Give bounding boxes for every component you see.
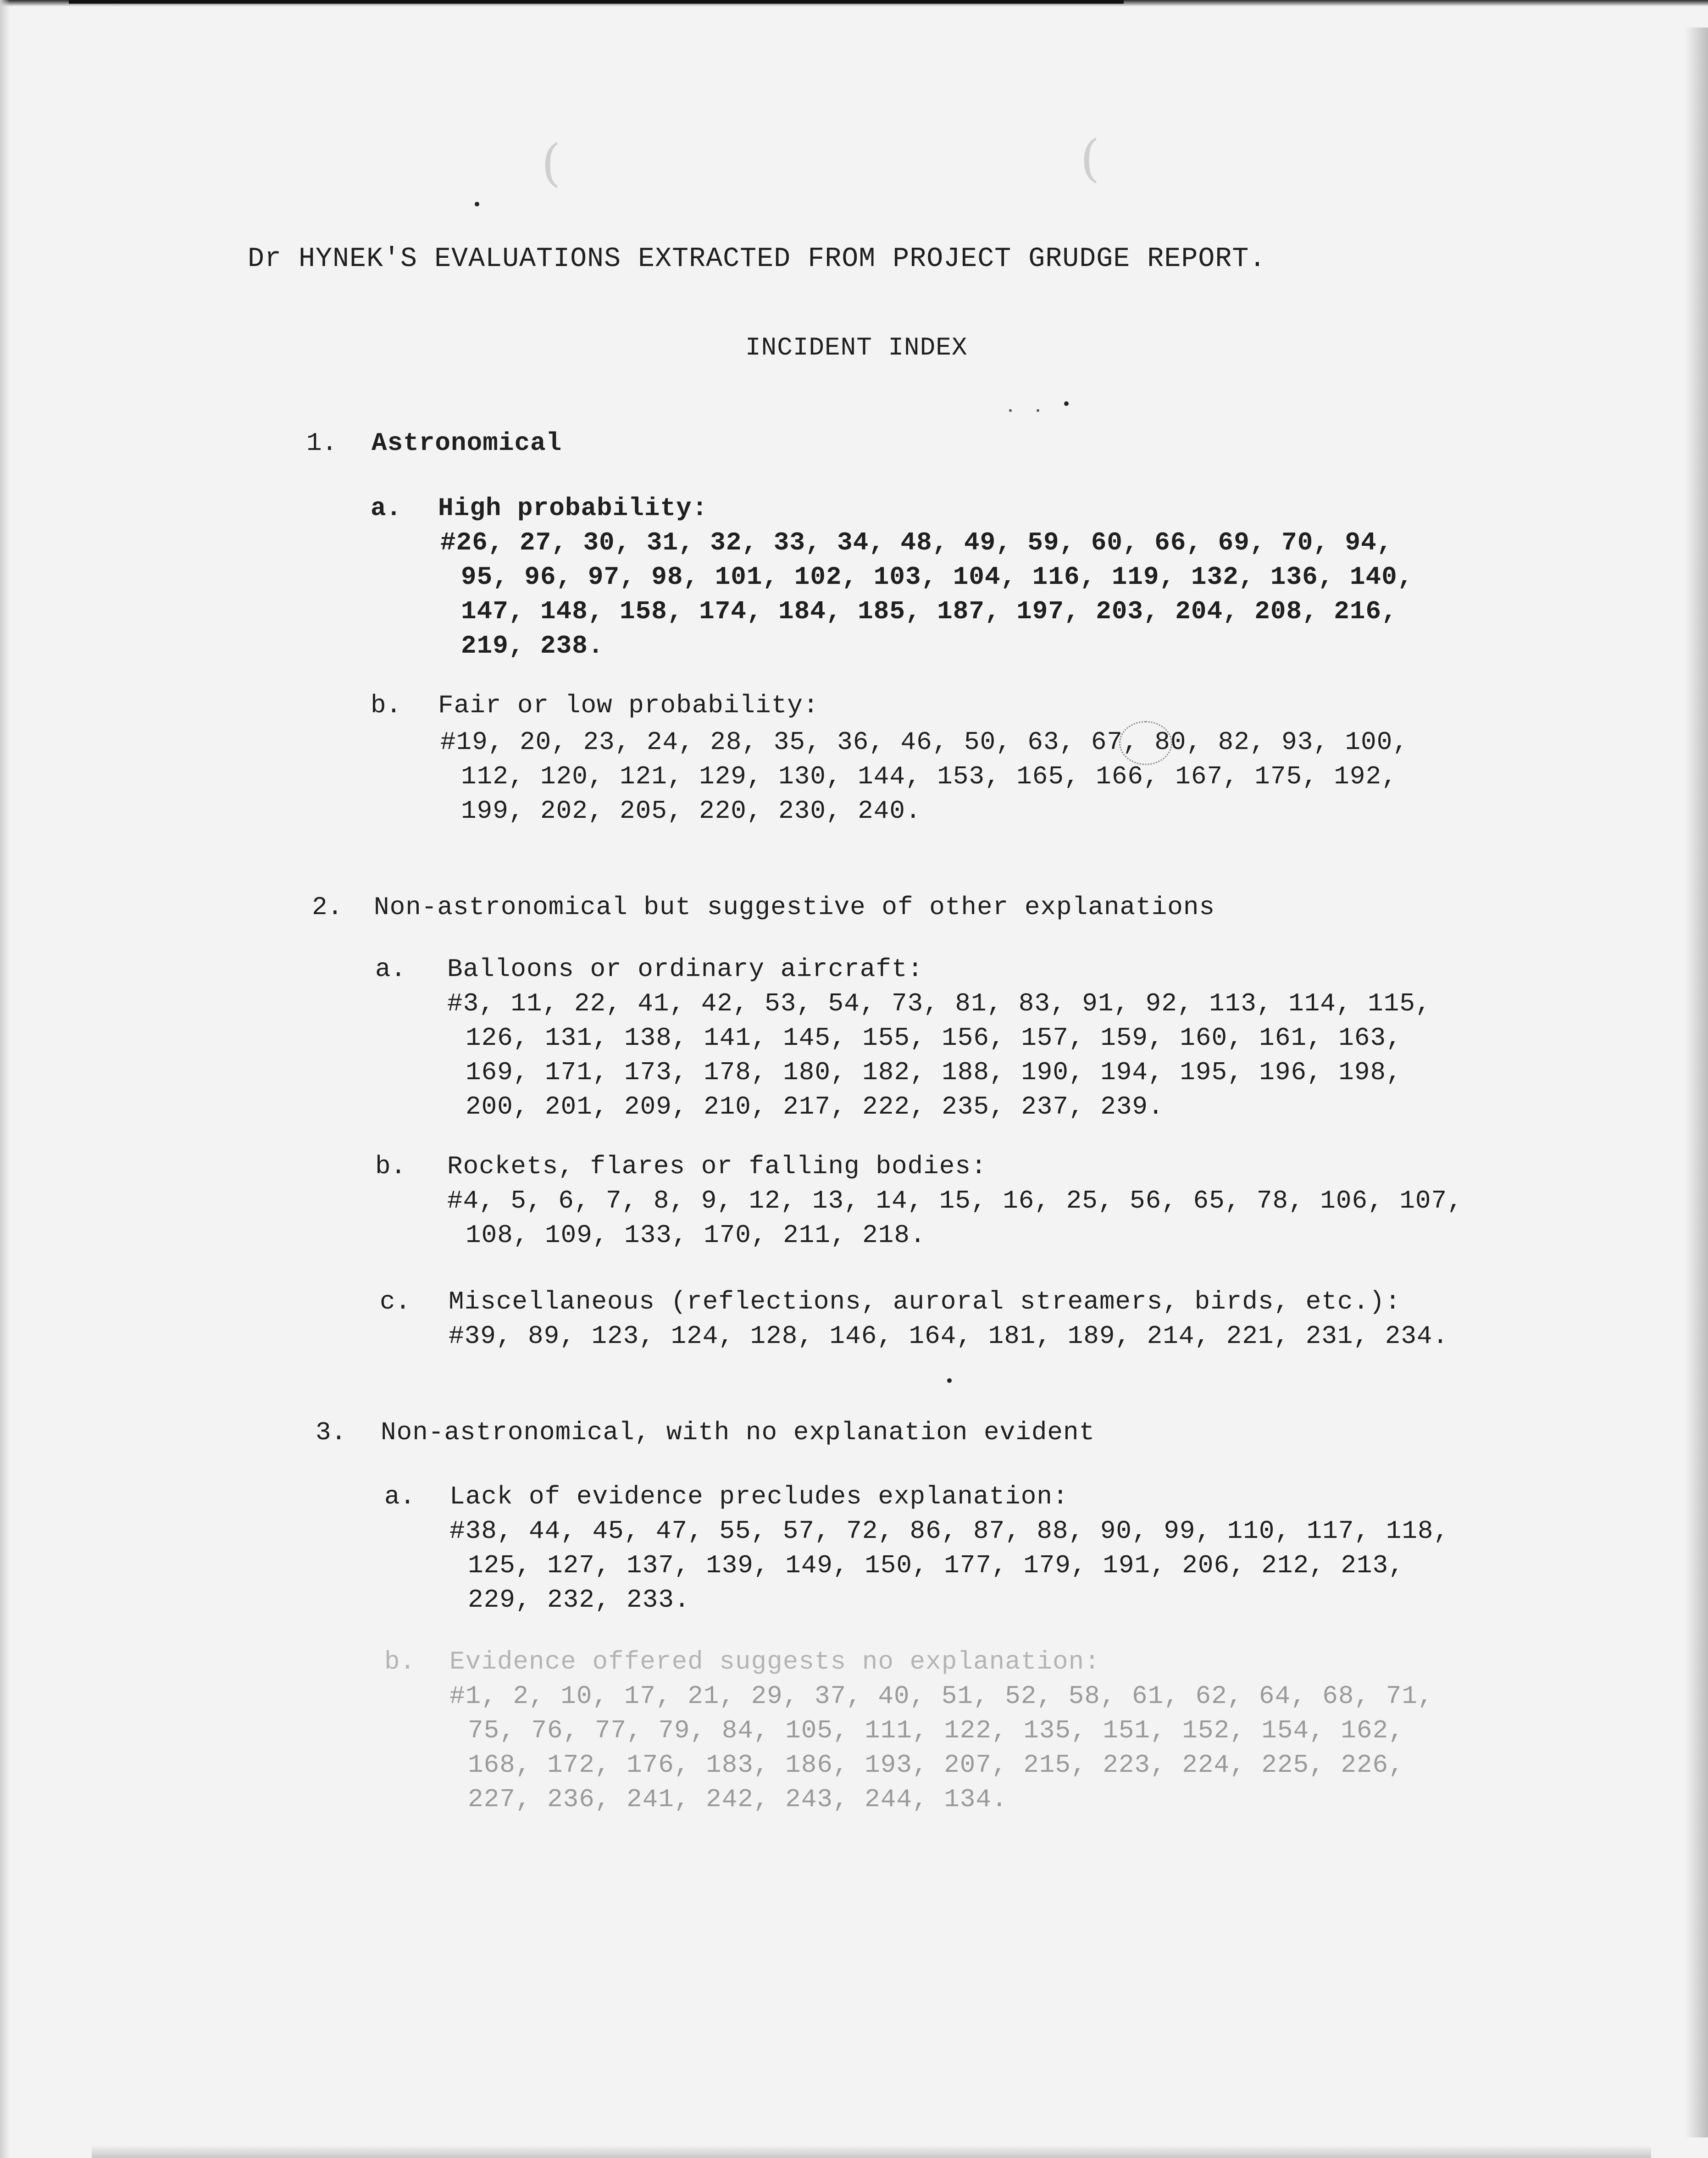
section-number: 1.	[306, 428, 338, 458]
subsection-heading: Balloons or ordinary aircraft:	[447, 954, 924, 984]
section-number: 3.	[316, 1418, 347, 1447]
section-heading: Non-astronomical, with no explanation evident	[381, 1418, 1095, 1447]
incident-list-line: 126, 131, 138, 141, 145, 155, 156, 157, 159, 160, 161, 163,	[466, 1023, 1402, 1053]
subsection-letter: b.	[371, 691, 402, 720]
incident-list-line: 108, 109, 133, 170, 211, 218.	[466, 1220, 926, 1250]
incident-list-line: 199, 202, 205, 220, 230, 240.	[461, 796, 921, 826]
incident-list-line: 95, 96, 97, 98, 101, 102, 103, 104, 116, 119, 132, 136, 140,	[461, 562, 1414, 592]
subsection-letter: b.	[384, 1647, 416, 1676]
scan-paren-mark: (	[1080, 129, 1100, 188]
section-number: 2.	[312, 893, 343, 922]
scan-speck	[947, 1378, 952, 1383]
document-title: Dr HYNEK'S EVALUATIONS EXTRACTED FROM PROJECT GRUDGE REPORT.	[248, 244, 1266, 275]
incident-list-line: 168, 172, 176, 183, 186, 193, 207, 215, 223, 224, 225, 226,	[468, 1750, 1404, 1780]
subsection-heading: Evidence offered suggests no explanation:	[449, 1647, 1100, 1676]
subsection-letter: c.	[380, 1287, 411, 1316]
subsection-heading: Lack of evidence precludes explanation:	[449, 1482, 1069, 1511]
scan-edge-left	[0, 0, 10, 2158]
incident-list-line: #3, 11, 22, 41, 42, 53, 54, 73, 81, 83, 91, 92, 113, 114, 115,	[447, 989, 1431, 1018]
incident-list-line: 219, 238.	[461, 631, 604, 660]
subsection-letter: a.	[384, 1482, 416, 1511]
section-heading: Astronomical	[372, 428, 562, 458]
incident-list-line: 169, 171, 173, 178, 180, 182, 188, 190, 194, 195, 196, 198,	[466, 1058, 1402, 1087]
scan-speck	[1009, 409, 1012, 412]
incident-list-line: 75, 76, 77, 79, 84, 105, 111, 122, 135, 151, 152, 154, 162,	[468, 1716, 1404, 1745]
subsection-heading: High probability:	[438, 494, 708, 523]
hand-circled-entry-mark	[1119, 721, 1172, 765]
document-subtitle: INCIDENT INDEX	[745, 333, 968, 362]
subsection-heading: Miscellaneous (reflections, auroral streamers, birds, etc.):	[449, 1287, 1401, 1316]
section-heading: Non-astronomical but suggestive of other explanations	[374, 893, 1215, 922]
subsection-heading: Rockets, flares or falling bodies:	[447, 1152, 987, 1181]
incident-list-line: 147, 148, 158, 174, 184, 185, 187, 197, 203, 204, 208, 216,	[461, 597, 1397, 626]
incident-list-line: 125, 127, 137, 139, 149, 150, 177, 179, 191, 206, 212, 213,	[468, 1551, 1404, 1580]
scan-speck	[1064, 401, 1069, 406]
incident-list-line: 112, 120, 121, 129, 130, 144, 153, 165, 166, 167, 175, 192,	[461, 762, 1397, 791]
incident-list-line: #39, 89, 123, 124, 128, 146, 164, 181, 189, 214, 221, 231, 234.	[449, 1321, 1449, 1351]
scan-edge-bottom	[92, 2145, 1651, 2158]
incident-list-line: 227, 236, 241, 242, 243, 244, 134.	[468, 1785, 1008, 1814]
incident-list-line: #38, 44, 45, 47, 55, 57, 72, 86, 87, 88, 90, 99, 110, 117, 118,	[449, 1516, 1450, 1546]
incident-list-line: #19, 20, 23, 24, 28, 35, 36, 46, 50, 63, 67, 80, 82, 93, 100,	[440, 727, 1409, 757]
scan-edge-right	[1685, 28, 1708, 2137]
scan-edge-top-dark	[69, 0, 1124, 4]
incident-list-line: #1, 2, 10, 17, 21, 29, 37, 40, 51, 52, 58, 61, 62, 64, 68, 71,	[449, 1681, 1434, 1711]
subsection-letter: a.	[371, 494, 402, 523]
incident-list-line: #26, 27, 30, 31, 32, 33, 34, 48, 49, 59, 60, 66, 69, 70, 94,	[440, 528, 1393, 557]
scan-speck	[1037, 409, 1039, 412]
scan-paren-mark: (	[541, 133, 561, 192]
subsection-letter: b.	[375, 1152, 406, 1181]
incident-list-line: 229, 232, 233.	[468, 1585, 690, 1614]
scan-speck	[475, 202, 479, 206]
incident-list-line: #4, 5, 6, 7, 8, 9, 12, 13, 14, 15, 16, 25, 56, 65, 78, 106, 107,	[447, 1186, 1463, 1215]
incident-list-line: 200, 201, 209, 210, 217, 222, 235, 237, 239.	[466, 1092, 1164, 1121]
subsection-letter: a.	[375, 954, 406, 984]
subsection-heading: Fair or low probability:	[438, 691, 819, 720]
